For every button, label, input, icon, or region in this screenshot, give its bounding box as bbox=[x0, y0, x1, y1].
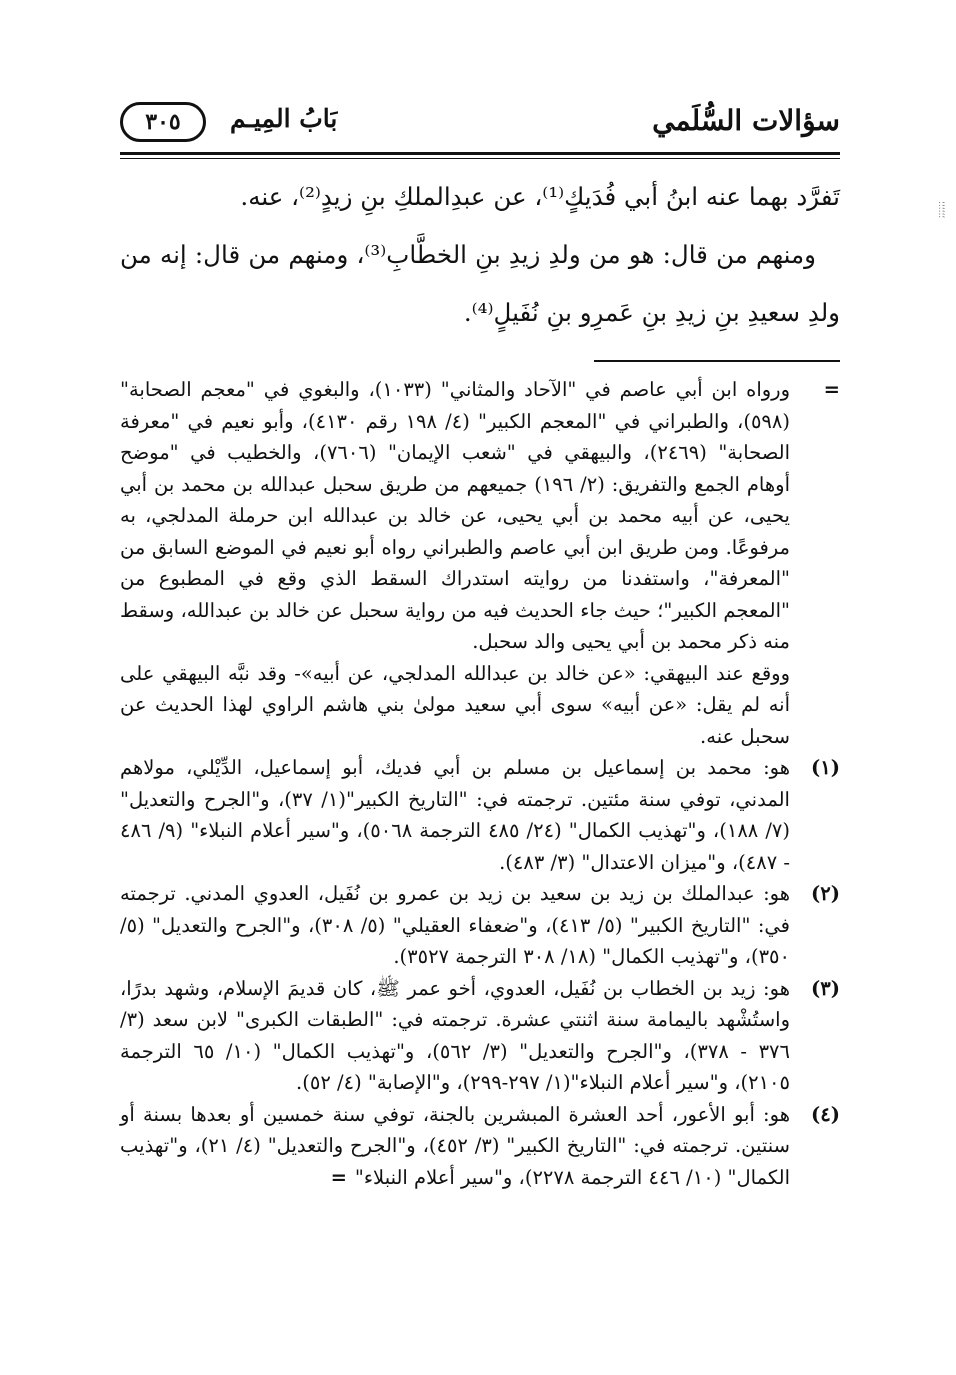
footnote-3 bbox=[120, 973, 840, 1099]
main-paragraph-2: ومنهم من قال: هو من ولدِ زيدِ بنِ الخطَّابِ⁽³⁾، ومنهم من قال: إنه من ولدِ سعيدِ بنِ زيدِ بنِ عَمرِو بنِ نُفَيلٍ⁽⁴⁾. bbox=[120, 240, 840, 327]
header-rule-thick bbox=[120, 152, 840, 155]
footnote-4 bbox=[120, 1099, 840, 1194]
footnote-1 bbox=[120, 752, 840, 878]
footnote-number: (١) bbox=[811, 756, 840, 779]
footnote-text: هو: محمد بن إسماعيل بن مسلم بن أبي فديك، أبو إسماعيل، الدِّيْلي، مولاهم المدني، توفي سنة مئتين. ترجمته في: "التاريخ الكبير"(١/ ٣٧)، و"الجرح والتعديل" (٧/ ١٨٨)، و"تهذيب الكمال" (٢٤/ ٤٨٥ الترجمة ٥٠٦٨)، و"سير أعلام النبلاء" (٩/ ٤٨٦ - ٤٨٧)، و"ميزان الاعتدال" (٣/ ٤٨٣). bbox=[120, 756, 790, 874]
footnote-text: هو: زيد بن الخطاب بن نُفَيل، العدوي، أخو عمر ﷺ، كان قديمَ الإسلام، وشهد بدرًا، واستُشْهد باليمامة سنة اثنتي عشرة. ترجمته في: "الطبقات الكبرى" لابن سعد (٣/ ٣٧٦ - ٣٧٨)، و"الجرح والتعديل" (٣/ ٥٦٢)، و"تهذيب الكمال" (١٠/ ٦٥ الترجمة ٢١٠٥)، و"سير أعلام النبلاء"(١/ ٢٩٧-٢٩٩)، و"الإصابة" (٤/ ٥٢). bbox=[120, 976, 790, 1094]
footnote-number: (٣) bbox=[811, 976, 840, 1000]
main-line-1: تَفرَّد بهما عنه ابنُ أبي فُدَيكٍ⁽¹⁾، عن عبدِالملكِ بنِ زيدٍ⁽²⁾، عنه. bbox=[240, 182, 840, 211]
footnotes bbox=[120, 374, 840, 1193]
main-text bbox=[120, 168, 840, 342]
page-number: ٣٠٥ bbox=[120, 102, 206, 142]
footnote-continuation bbox=[120, 374, 840, 752]
scan-margin-marks: ؛؛؛؛؛؛ bbox=[936, 200, 946, 218]
continuation-paragraph-2: ووقع عند البيهقي: «عن خالد بن عبدالله المدلجي، عن أبيه»- وقد نبَّه البيهقي على أنه لم يقل: «عن أبيه» سوى أبي سعيد مولىٰ بني هاشم الراوي لهذا الحديث عن سحبل عنه. bbox=[120, 661, 790, 748]
footnote-separator bbox=[594, 360, 840, 362]
chapter-title: بَابُ المِيـم bbox=[230, 104, 338, 133]
footnote-text: هو: أبو الأعور، أحد العشرة المبشرين بالجنة، توفي سنة خمسين أو بعدها بسنة أو سنتين. ترجمته في: "التاريخ الكبير" (٣/ ٤٥٢)، و"الجرح والتعديل" (٤/ ٢١)، و"تهذيب الكمال" (١٠/ ٤٤٦ الترجمة ٢٢٧٨)، و"سير أعلام النبلاء" bbox=[120, 1102, 790, 1189]
footnote-number: (٤) bbox=[811, 1102, 840, 1126]
footnote-2 bbox=[120, 878, 840, 973]
book-title: سؤالات السُّلَمي bbox=[652, 104, 840, 137]
continuation-mark: = bbox=[823, 378, 840, 401]
footnote-text: هو: عبدالملك بن زيد بن سعيد بن زيد بن عمرو بن نُفَيل، العدوي المدني. ترجمته في: "التاريخ الكبير" (٥/ ٤١٣)، و"ضعفاء العقيلي" (٥/ ٣٠٨)، و"الجرح والتعديل" (٥/ ٣٥٠)، و"تهذيب الكمال" (١٨/ ٣٠٨ الترجمة ٣٥٢٧). bbox=[120, 882, 790, 968]
continuation-paragraph-1: ورواه ابن أبي عاصم في "الآحاد والمثاني" (١٠٣٣)، والبغوي في "معجم الصحابة" (٥٩٨)، والطبراني في "المعجم الكبير" (٤/ ١٩٨ رقم ٤١٣٠)، وأبو نعيم في "معرفة الصحابة" (٢٤٦٩)، والبيهقي في "شعب الإيمان" (٧٦٠٦)، والخطيب في "موضح أوهام الجمع والتفريق: (٢/ ١٩٦) جميعهم من طريق سحبل عبدالله بن محمد بن أبي يحيى، عن أبيه محمد بن أبي يحيى، عن خالد بن عبدالله ابن حرملة المدلجي، به مرفوعًا. ومن طريق ابن أبي عاصم والطبراني رواه أبو نعيم في الموضع السابق من "المعرفة"، واستفدنا من روايته استدراك السقط الذي وقع في المطبوع من "المعجم الكبير"؛ حيث جاء الحديث فيه من رواية سحبل عن خالد بن عبدالله، وسقط منه ذكر محمد بن أبي يحيى والد سحبل. bbox=[120, 378, 790, 653]
continued-mark: = bbox=[330, 1165, 347, 1189]
running-header bbox=[120, 92, 840, 152]
footnote-number: (٢) bbox=[811, 882, 840, 905]
header-rule-thin bbox=[120, 158, 840, 159]
